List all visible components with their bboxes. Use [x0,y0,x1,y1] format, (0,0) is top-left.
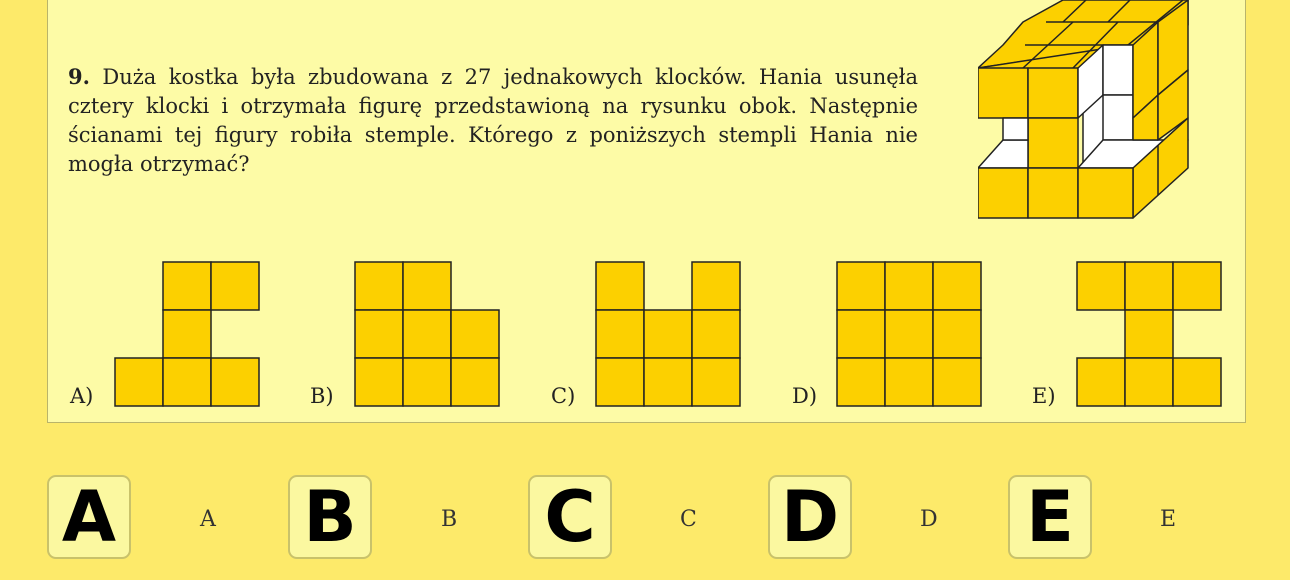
stamp-e-shape [1075,260,1225,410]
answer-c-text: C [680,507,697,532]
stamp-a-shape [113,260,263,410]
answer-e-text: E [1160,507,1177,532]
stamp-b-label: B) [310,384,334,408]
stamp-a-label: A) [70,384,94,408]
answer-a-text: A [200,507,216,532]
answer-b-text: B [441,507,458,532]
question-body: Duża kostka była zbudowana z 27 jednakowych klocków. Hania usunęła cztery klocki i otrzymała figurę przedstawioną na rysunku obok. Następnie ścianami tej figury robiła stemple. Którego z poniższych stempli Hania nie mogła otrzymać? [68,65,918,176]
stamp-b-shape [353,260,503,410]
question-text [68,62,918,179]
cube-figure-3d [978,0,1193,222]
answer-d-button[interactable]: D [768,475,852,559]
answer-d-text: D [920,507,938,532]
question-number: 9. [68,64,90,89]
answer-e-button[interactable]: E [1008,475,1092,559]
stamp-c-label: C) [551,384,576,408]
answer-a-button[interactable]: A [47,475,131,559]
answer-b-button[interactable]: B [288,475,372,559]
stamp-c-shape [594,260,744,410]
answer-c-button[interactable]: C [528,475,612,559]
stamp-d-label: D) [792,384,818,408]
stamp-e-label: E) [1032,384,1056,408]
question-panel [47,0,1246,423]
stamp-d-shape [835,260,985,410]
